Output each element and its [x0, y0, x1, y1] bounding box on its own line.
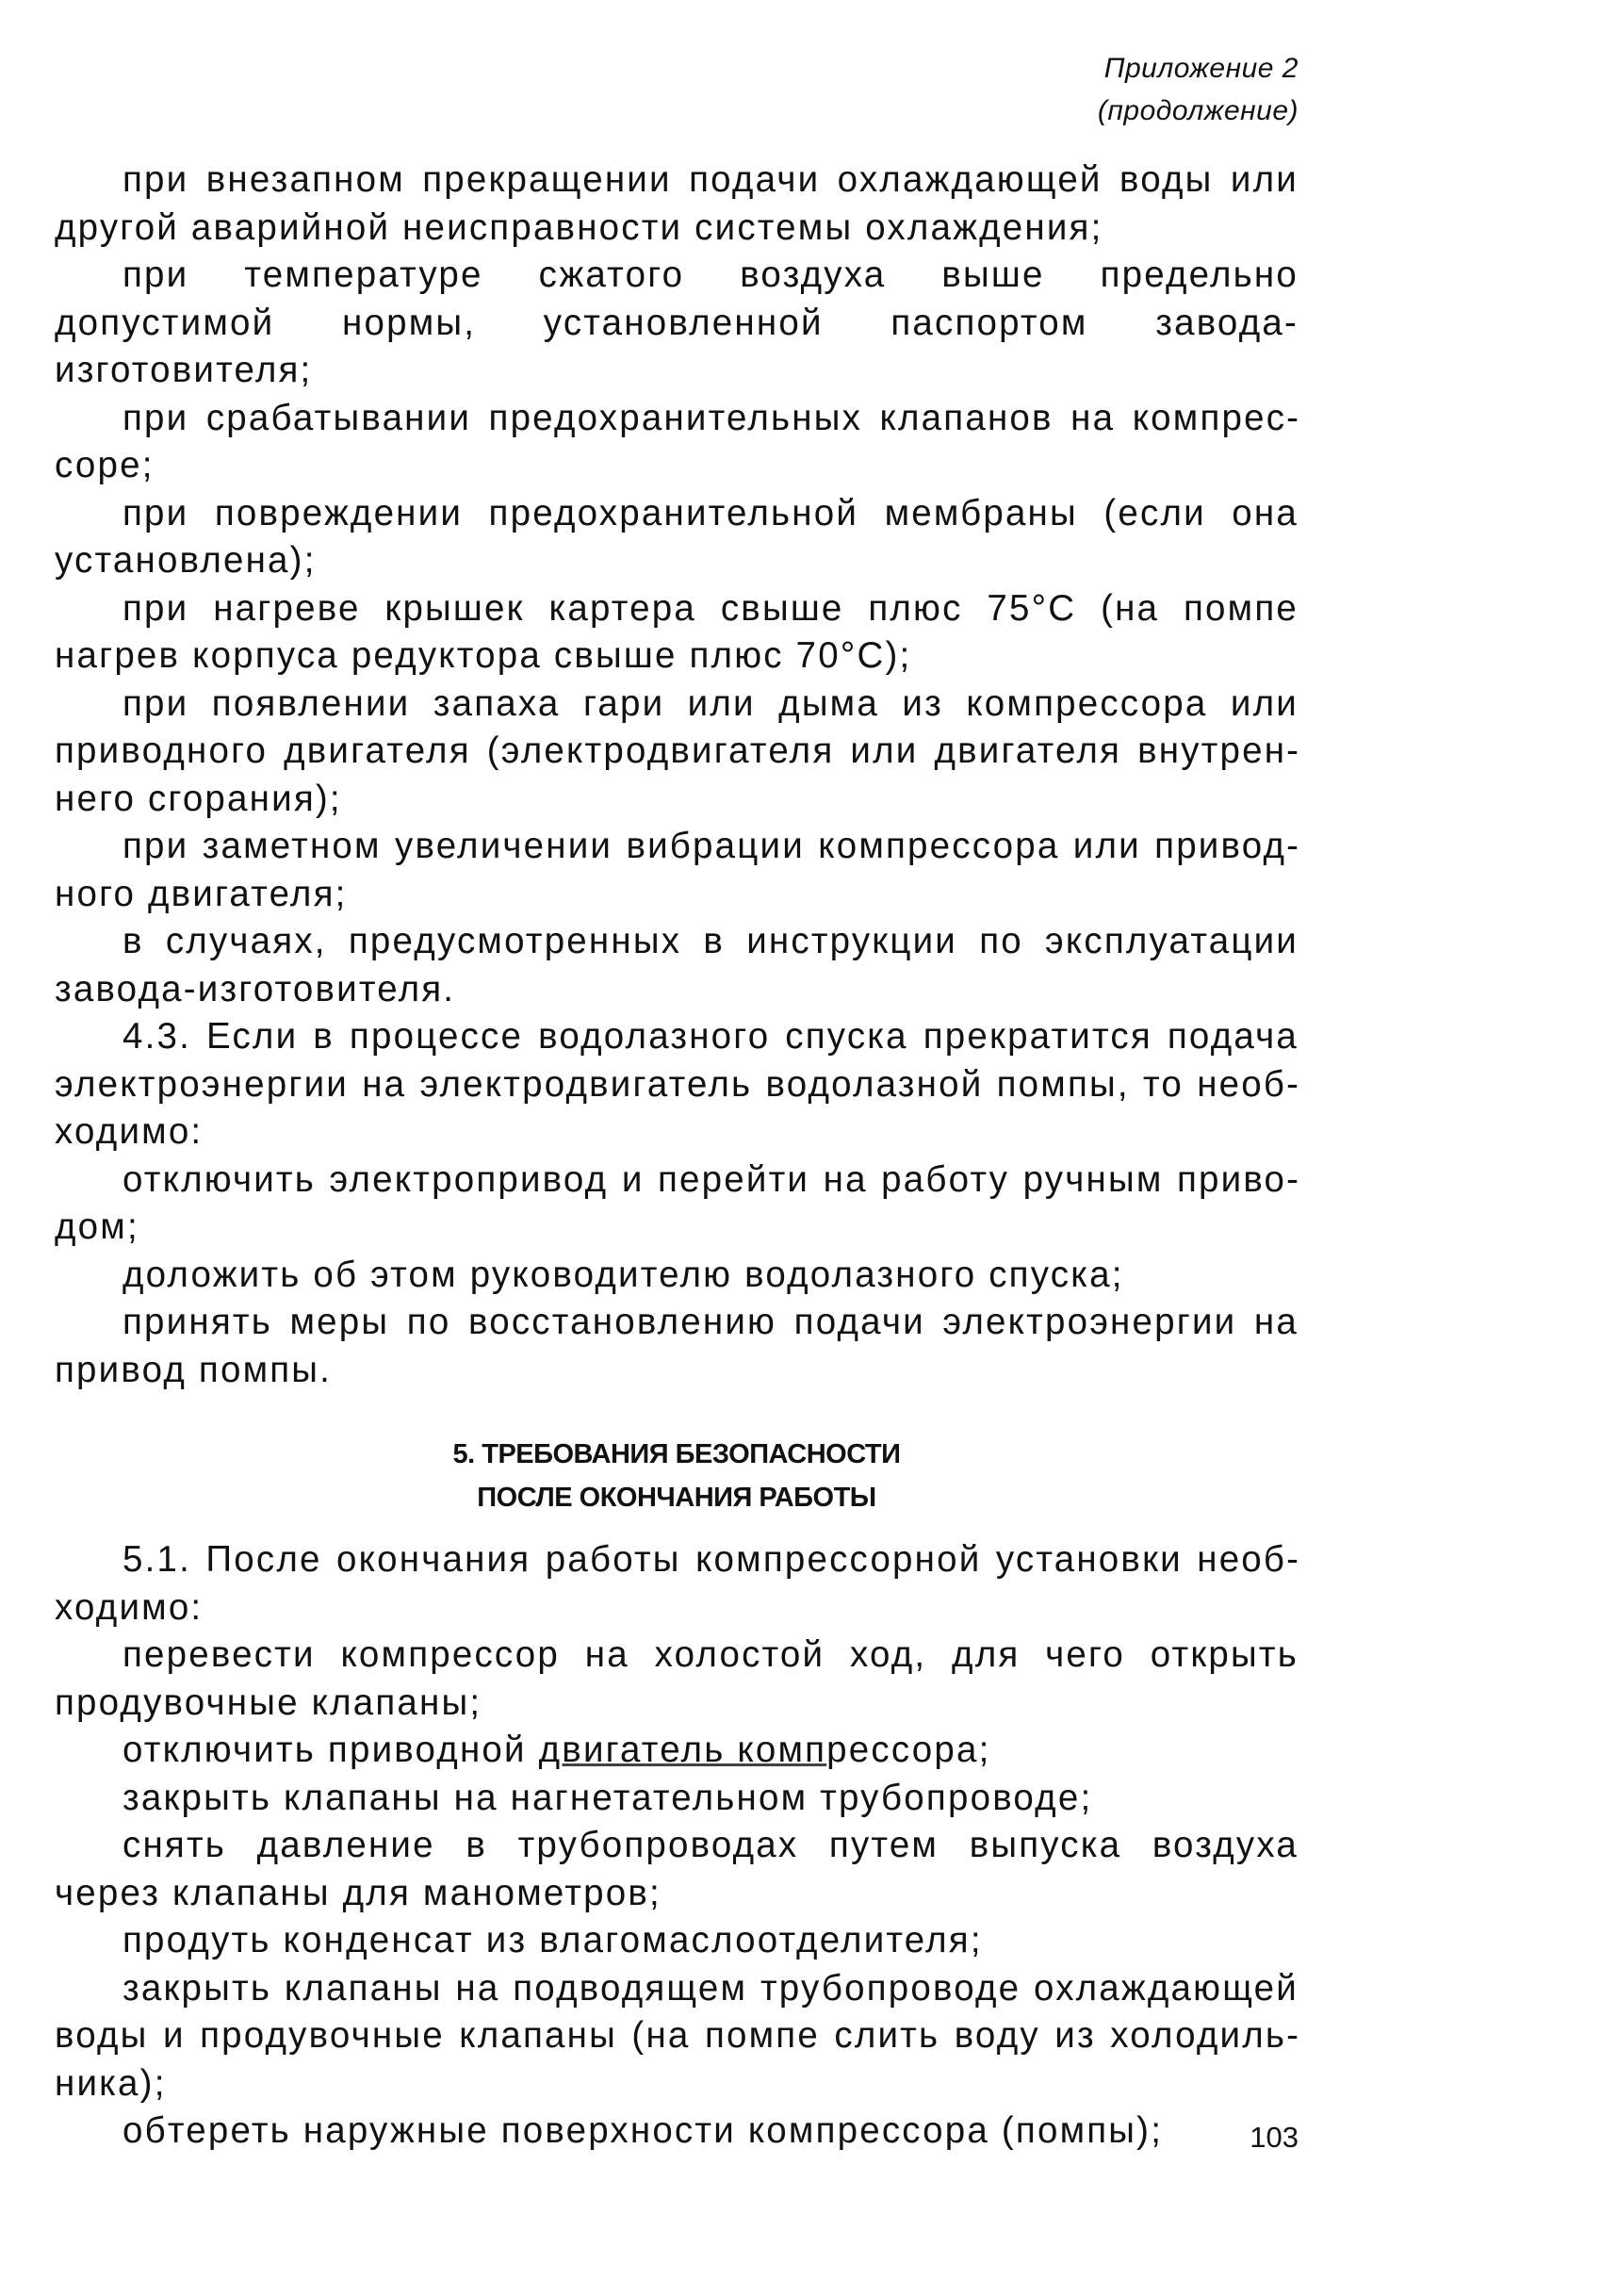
paragraph: при внезапном прекращении подачи охлаждающей воды или другой аварийной неисправности системы охлаждения; [55, 159, 1299, 248]
paragraph: при нагреве крышек картера свыше плюс 75°С (на помпе нагрев корпуса редуктора свыше плюс 70°С); [55, 587, 1299, 676]
paragraph: обтереть наружные поверхности компрессора (помпы); [123, 2110, 1164, 2151]
paragraph: перевести компрессор на холостой ход, для чего открыть продувочные клапаны; [55, 1634, 1299, 1723]
section-4-continued [55, 156, 1299, 1394]
paragraph: принять меры по восстановлению подачи электроэнергии на привод помпы. [55, 1302, 1299, 1390]
paragraph: доложить об этом руководителю водолазного спуска; [123, 1254, 1124, 1295]
paragraph-text: рессора; [826, 1730, 991, 1770]
paragraph: снять давление в трубопроводах путем выпуска воздуха через клапаны для манометров; [55, 1825, 1299, 1913]
paragraph: при повреждении предохранительной мембраны (если она установлена); [55, 492, 1299, 581]
appendix-number: Приложение 2 [1103, 53, 1299, 84]
appendix-label [1098, 47, 1299, 132]
section-5-body [55, 1536, 1299, 2156]
underlined-text: двигатель комп [538, 1730, 827, 1770]
paragraph [55, 1727, 1299, 1775]
paragraph: при заметном увеличении вибрации компрессора или приводного двигателя; [55, 826, 1299, 914]
paragraph-text: отключить приводной [123, 1730, 539, 1770]
paragraph: при срабатывании предохранительных клапанов на компрессоре; [55, 397, 1299, 485]
paragraph-4-3: 4.3. Если в процессе водолазного спуска прекратится подача электроэнергии на электродвигатель водолазной помпы, то необходимо: [55, 1016, 1299, 1152]
appendix-continuation: (продолжение) [1097, 95, 1299, 126]
paragraph: в случаях, предусмотренных в инструкции по эксплуатации завода-изготовителя. [55, 921, 1299, 1009]
section-5-heading-line-2: ПОСЛЕ ОКОНЧАНИЯ РАБОТЫ [477, 1483, 876, 1513]
paragraph: закрыть клапаны на нагнетательном трубопроводе; [123, 1777, 1093, 1818]
document-page [55, 38, 1299, 2243]
paragraph-5-1: 5.1. После окончания работы компрессорной установки необходимо: [55, 1539, 1299, 1628]
paragraph: при появлении запаха гари или дыма из компрессора или приводного двигателя (электродвигателя или двигателя внутреннего сгорания); [55, 682, 1299, 819]
paragraph: продуть конденсат из влагомаслоотделителя; [123, 1920, 983, 1960]
section-5-heading [55, 1433, 1299, 1519]
section-5-heading-line-1: 5. ТРЕБОВАНИЯ БЕЗОПАСНОСТИ [452, 1439, 901, 1469]
page-number: 103 [1250, 2121, 1299, 2154]
paragraph: отключить электропривод и перейти на работу ручным приводом; [55, 1158, 1299, 1247]
paragraph: закрыть клапаны на подводящем трубопроводе охлаждающей воды и продувочные клапаны (на помпе слить воду из холодильника); [55, 1967, 1299, 2104]
paragraph: при температуре сжатого воздуха выше предельно допустимой нормы, установленной паспортом завода-изготовителя; [55, 254, 1299, 390]
